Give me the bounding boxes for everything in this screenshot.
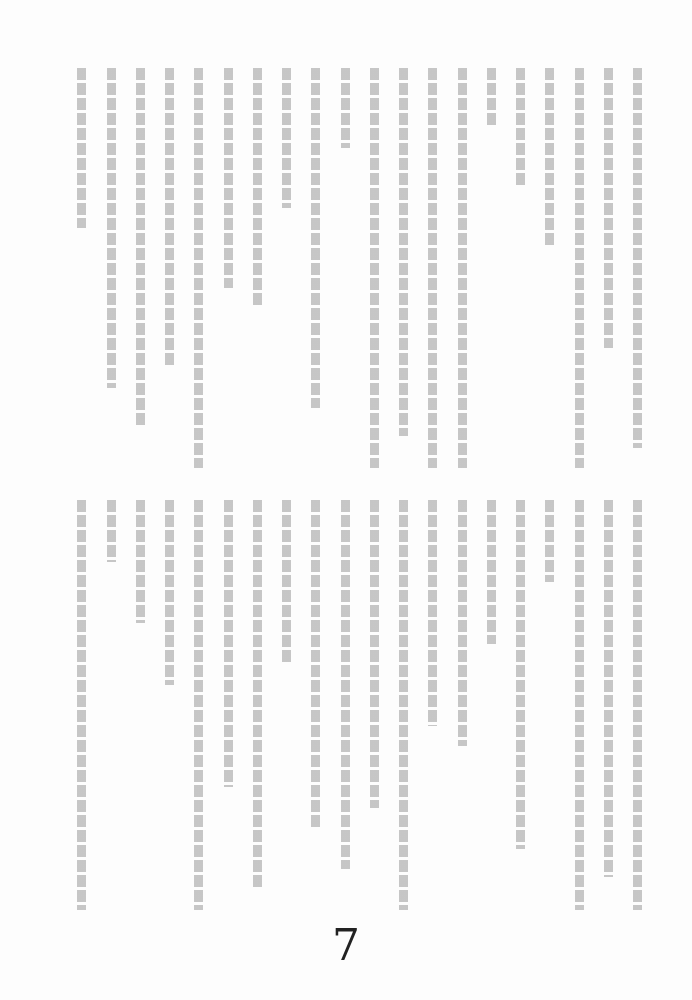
text-line-placeholder xyxy=(458,68,467,468)
text-line-placeholder xyxy=(633,500,642,910)
text-line-placeholder xyxy=(604,500,613,877)
text-block-top xyxy=(60,68,645,468)
text-line-placeholder xyxy=(399,68,408,436)
text-line-placeholder xyxy=(516,68,525,188)
text-line-placeholder xyxy=(545,500,554,582)
text-line-placeholder xyxy=(399,500,408,910)
text-block-bottom xyxy=(60,500,645,910)
text-line-placeholder xyxy=(311,500,320,828)
text-line-placeholder xyxy=(224,500,233,787)
text-line-placeholder xyxy=(107,68,116,388)
text-line-placeholder xyxy=(370,500,379,808)
text-line-placeholder xyxy=(458,500,467,746)
text-line-placeholder xyxy=(341,68,350,148)
text-line-placeholder xyxy=(516,500,525,849)
text-line-placeholder xyxy=(633,68,642,448)
text-line-placeholder xyxy=(428,500,437,726)
text-line-placeholder xyxy=(575,500,584,910)
text-line-placeholder xyxy=(136,500,145,623)
text-line-placeholder xyxy=(107,500,116,562)
text-line-placeholder xyxy=(136,68,145,428)
text-line-placeholder xyxy=(77,500,86,910)
text-line-placeholder xyxy=(575,68,584,468)
text-line-placeholder xyxy=(604,68,613,348)
text-line-placeholder xyxy=(545,68,554,248)
text-line-placeholder xyxy=(224,68,233,288)
text-line-placeholder xyxy=(194,500,203,910)
text-line-placeholder xyxy=(487,68,496,128)
text-line-placeholder xyxy=(253,500,262,890)
text-line-placeholder xyxy=(165,68,174,368)
text-line-placeholder xyxy=(165,500,174,685)
text-line-placeholder xyxy=(253,68,262,308)
text-line-placeholder xyxy=(370,68,379,468)
text-line-placeholder xyxy=(341,500,350,869)
page-number: 7 xyxy=(332,920,360,971)
text-line-placeholder xyxy=(487,500,496,644)
text-line-placeholder xyxy=(282,68,291,208)
text-line-placeholder xyxy=(428,68,437,468)
text-line-placeholder xyxy=(282,500,291,664)
text-line-placeholder xyxy=(77,68,86,228)
text-line-placeholder xyxy=(194,68,203,468)
text-line-placeholder xyxy=(311,68,320,408)
